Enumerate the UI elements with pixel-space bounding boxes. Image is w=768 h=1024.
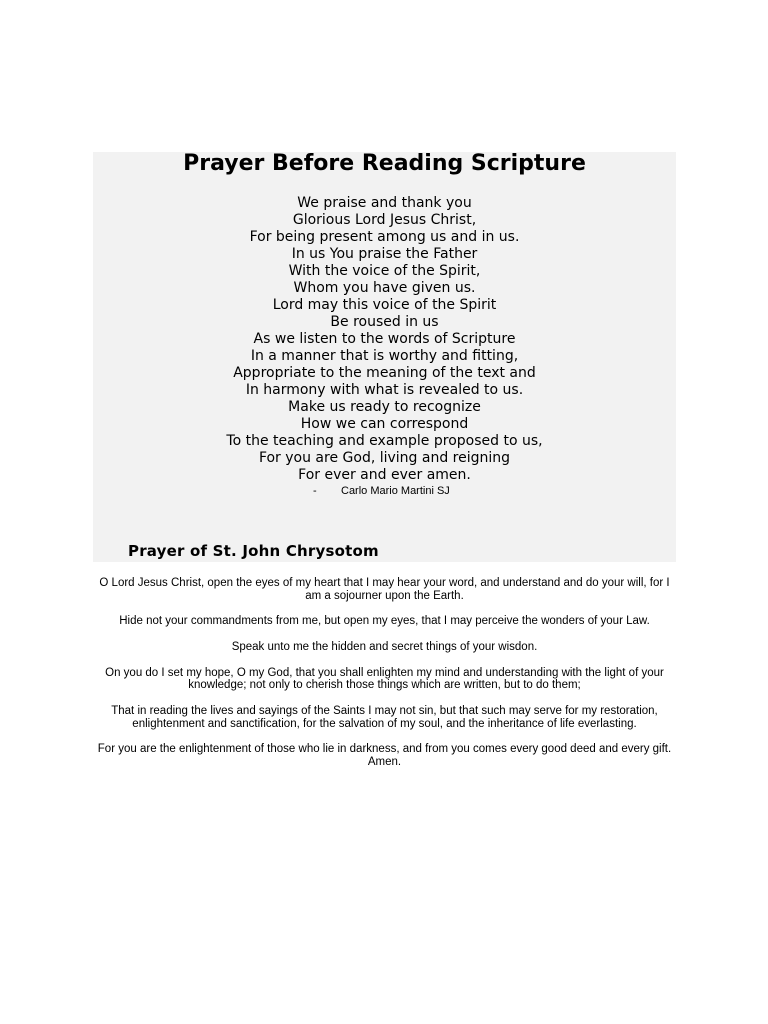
poem-line: As we listen to the words of Scripture [253, 331, 516, 347]
attribution-dash: - [313, 485, 317, 497]
poem-line: For you are God, living and reigning [258, 450, 511, 466]
paragraph: For you are the enlightenment of those who lie in darkness, and from you comes every good deed and every gift. Amen. [97, 743, 672, 769]
poem-line: We praise and thank you [297, 195, 472, 211]
section-title: Prayer of St. John Chrysotom [128, 542, 379, 560]
poem-line: In a manner that is worthy and fitting, [250, 348, 519, 364]
poem-line: Whom you have given us. [293, 280, 476, 296]
poem-line: In harmony with what is revealed to us. [245, 382, 524, 398]
poem [93, 195, 676, 484]
paragraph: On you do I set my hope, O my God, that you shall enlighten my mind and understanding with the light of your knowledge; not only to cherish those things which are written, but to do them; [105, 666, 664, 692]
poem-line: With the voice of the Spirit, [288, 263, 481, 279]
paragraph: Speak unto me the hidden and secret things of your wisdon. [231, 640, 538, 653]
attribution [313, 484, 450, 498]
poem-line: Make us ready to recognize [288, 399, 481, 415]
paragraph: O Lord Jesus Christ, open the eyes of my heart that I may hear your word, and understand and do your will, for I am a sojourner upon the Earth. [99, 577, 670, 602]
prayer-body [93, 577, 676, 782]
attribution-author: Carlo Mario Martini SJ [341, 485, 450, 497]
poem-line: How we can correspond [300, 416, 469, 432]
paragraph: That in reading the lives and sayings of the Saints I may not sin, but that such may serve for my restoration, enlightenment and sanctification, for the salvation of my soul, and the inheritance of life everlasting. [111, 704, 658, 730]
poem-line: For being present among us and in us. [249, 229, 520, 245]
paragraph: Hide not your commandments from me, but open my eyes, that I may perceive the wonders of your Law. [119, 615, 650, 628]
poem-line: Glorious Lord Jesus Christ, [292, 212, 477, 228]
poem-line: Lord may this voice of the Spirit [272, 297, 497, 313]
page-title: Prayer Before Reading Scripture [183, 151, 586, 176]
poem-line: For ever and ever amen. [298, 467, 471, 483]
poem-line: Be roused in us [330, 314, 439, 330]
poem-line: Appropriate to the meaning of the text and [233, 365, 536, 381]
poem-line: In us You praise the Father [291, 246, 478, 262]
poem-line: To the teaching and example proposed to us, [226, 433, 543, 449]
